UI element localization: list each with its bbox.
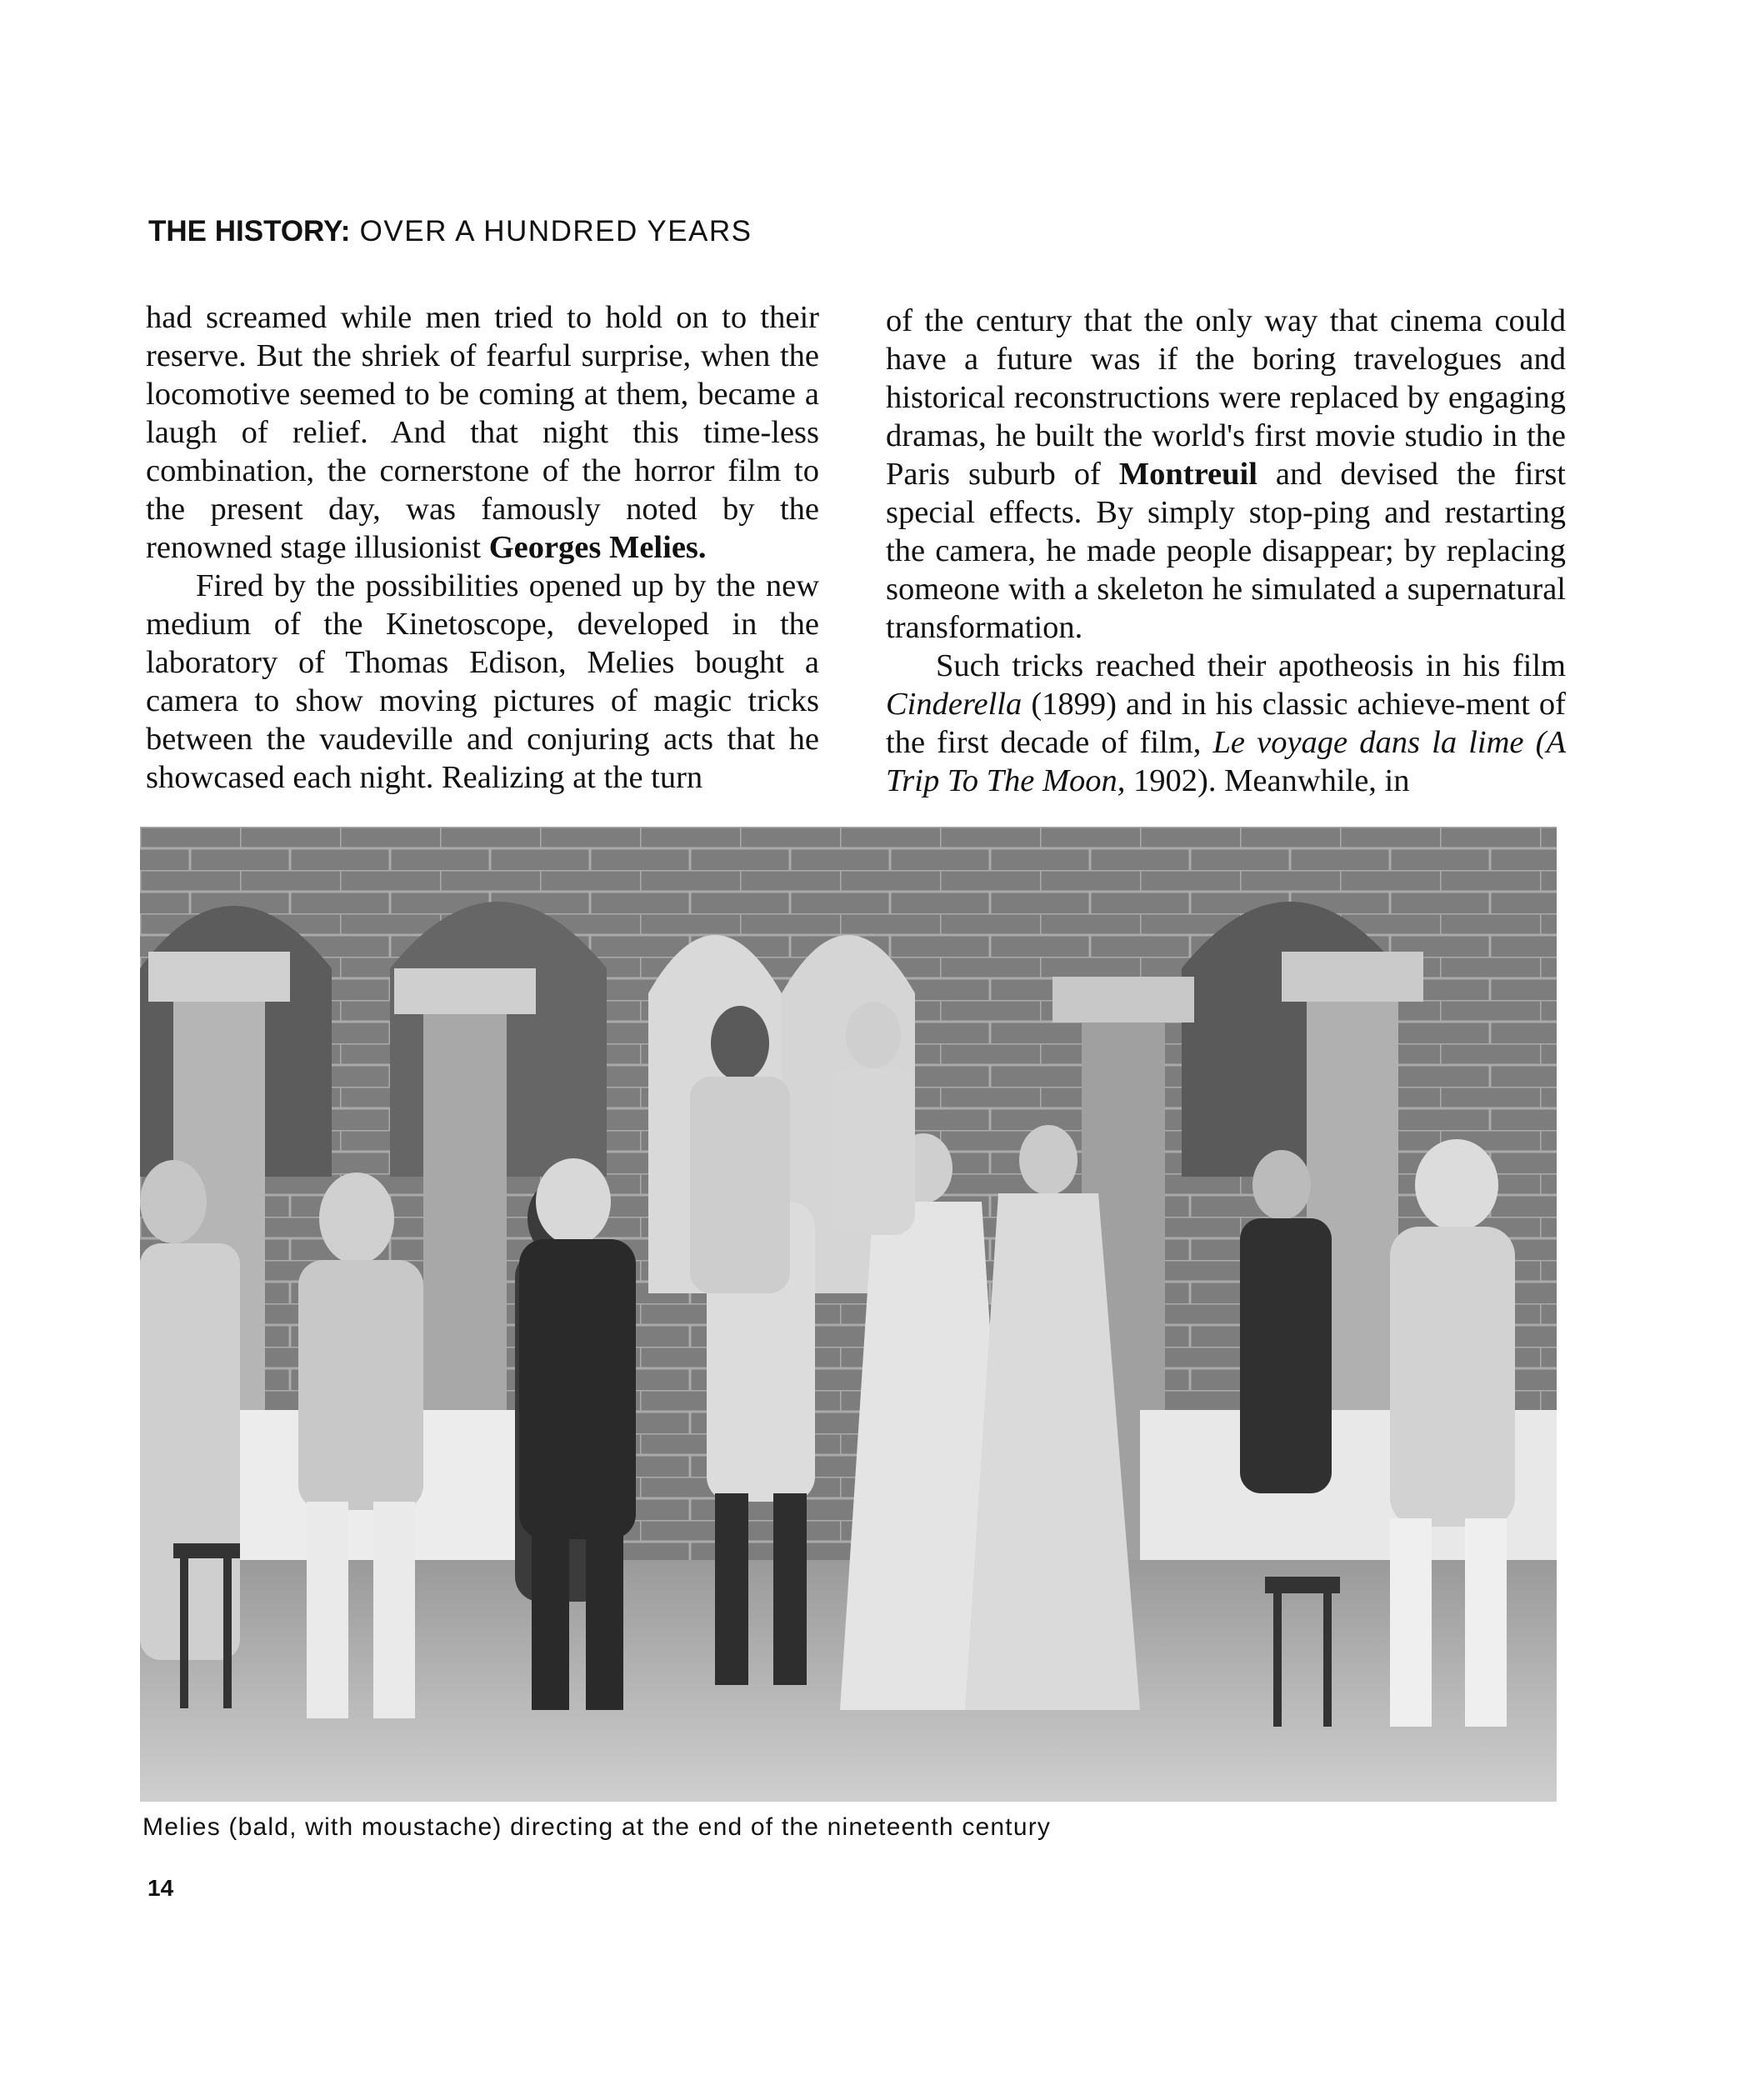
film-set-scene-image <box>140 827 1557 1802</box>
figure-caption: Melies (bald, with moustache) directing at the end of the nineteenth century <box>142 1813 1052 1841</box>
right-text-column <box>886 302 1566 800</box>
left-paragraph-1 <box>146 298 819 567</box>
right-p2-a: Such tricks reached their apotheosis in his film <box>936 648 1566 683</box>
left-text-column <box>146 298 819 797</box>
right-paragraph-2 <box>886 647 1566 800</box>
georges-melies-name: Georges Melies. <box>488 530 707 565</box>
melies-photograph <box>140 827 1557 1802</box>
left-p1-text: had screamed while men tried to hold on to their reserve. But the shriek of fearful surprise, when the locomotive seemed to be coming at them, became a laugh of relief. And that night this time-less combination, the cornerstone of the horror film to the present day, was famously noted by the renowned stage illusionist <box>146 300 819 565</box>
right-p2-c: 1902). Meanwhile, in <box>1125 763 1410 798</box>
page-number: 14 <box>148 1875 174 1901</box>
left-p2-text: Fired by the possibilities opened up by the new medium of the Kinetoscope, developed in the laboratory of Thomas Edison, Melies bought a camera to show moving pictures of magic tricks between the vaudeville and conjuring acts that he showcased each night. Realizing at the turn <box>146 568 819 795</box>
header-section-label: THE HISTORY: <box>148 215 351 248</box>
header-section-title: OVER A HUNDRED YEARS <box>359 215 752 248</box>
right-p1-after: and devised the first special effects. By simply stop-ping and restarting the camera, he made people disappear; by replacing someone with a skeleton he simulated a supernatural transformation. <box>886 457 1567 645</box>
right-paragraph-1 <box>886 302 1566 647</box>
running-header <box>148 215 752 248</box>
cinderella-title: Cinderella <box>886 687 1022 722</box>
left-paragraph-2 <box>146 567 819 797</box>
trip-to-the-moon-title: Le voyage dans la lime (A Trip To The Moon, <box>886 725 1566 798</box>
right-p1-before: of the century that the only way that cinema could have a future was if the boring travelogues and historical reconstructions were replaced by engaging dramas, he built the world's first movie studio in the Paris suburb of <box>886 303 1566 492</box>
right-p2-b: (1899) and in his classic achieve-ment of the first decade of film, <box>886 687 1566 760</box>
montreuil-name: Montreuil <box>1118 457 1258 492</box>
